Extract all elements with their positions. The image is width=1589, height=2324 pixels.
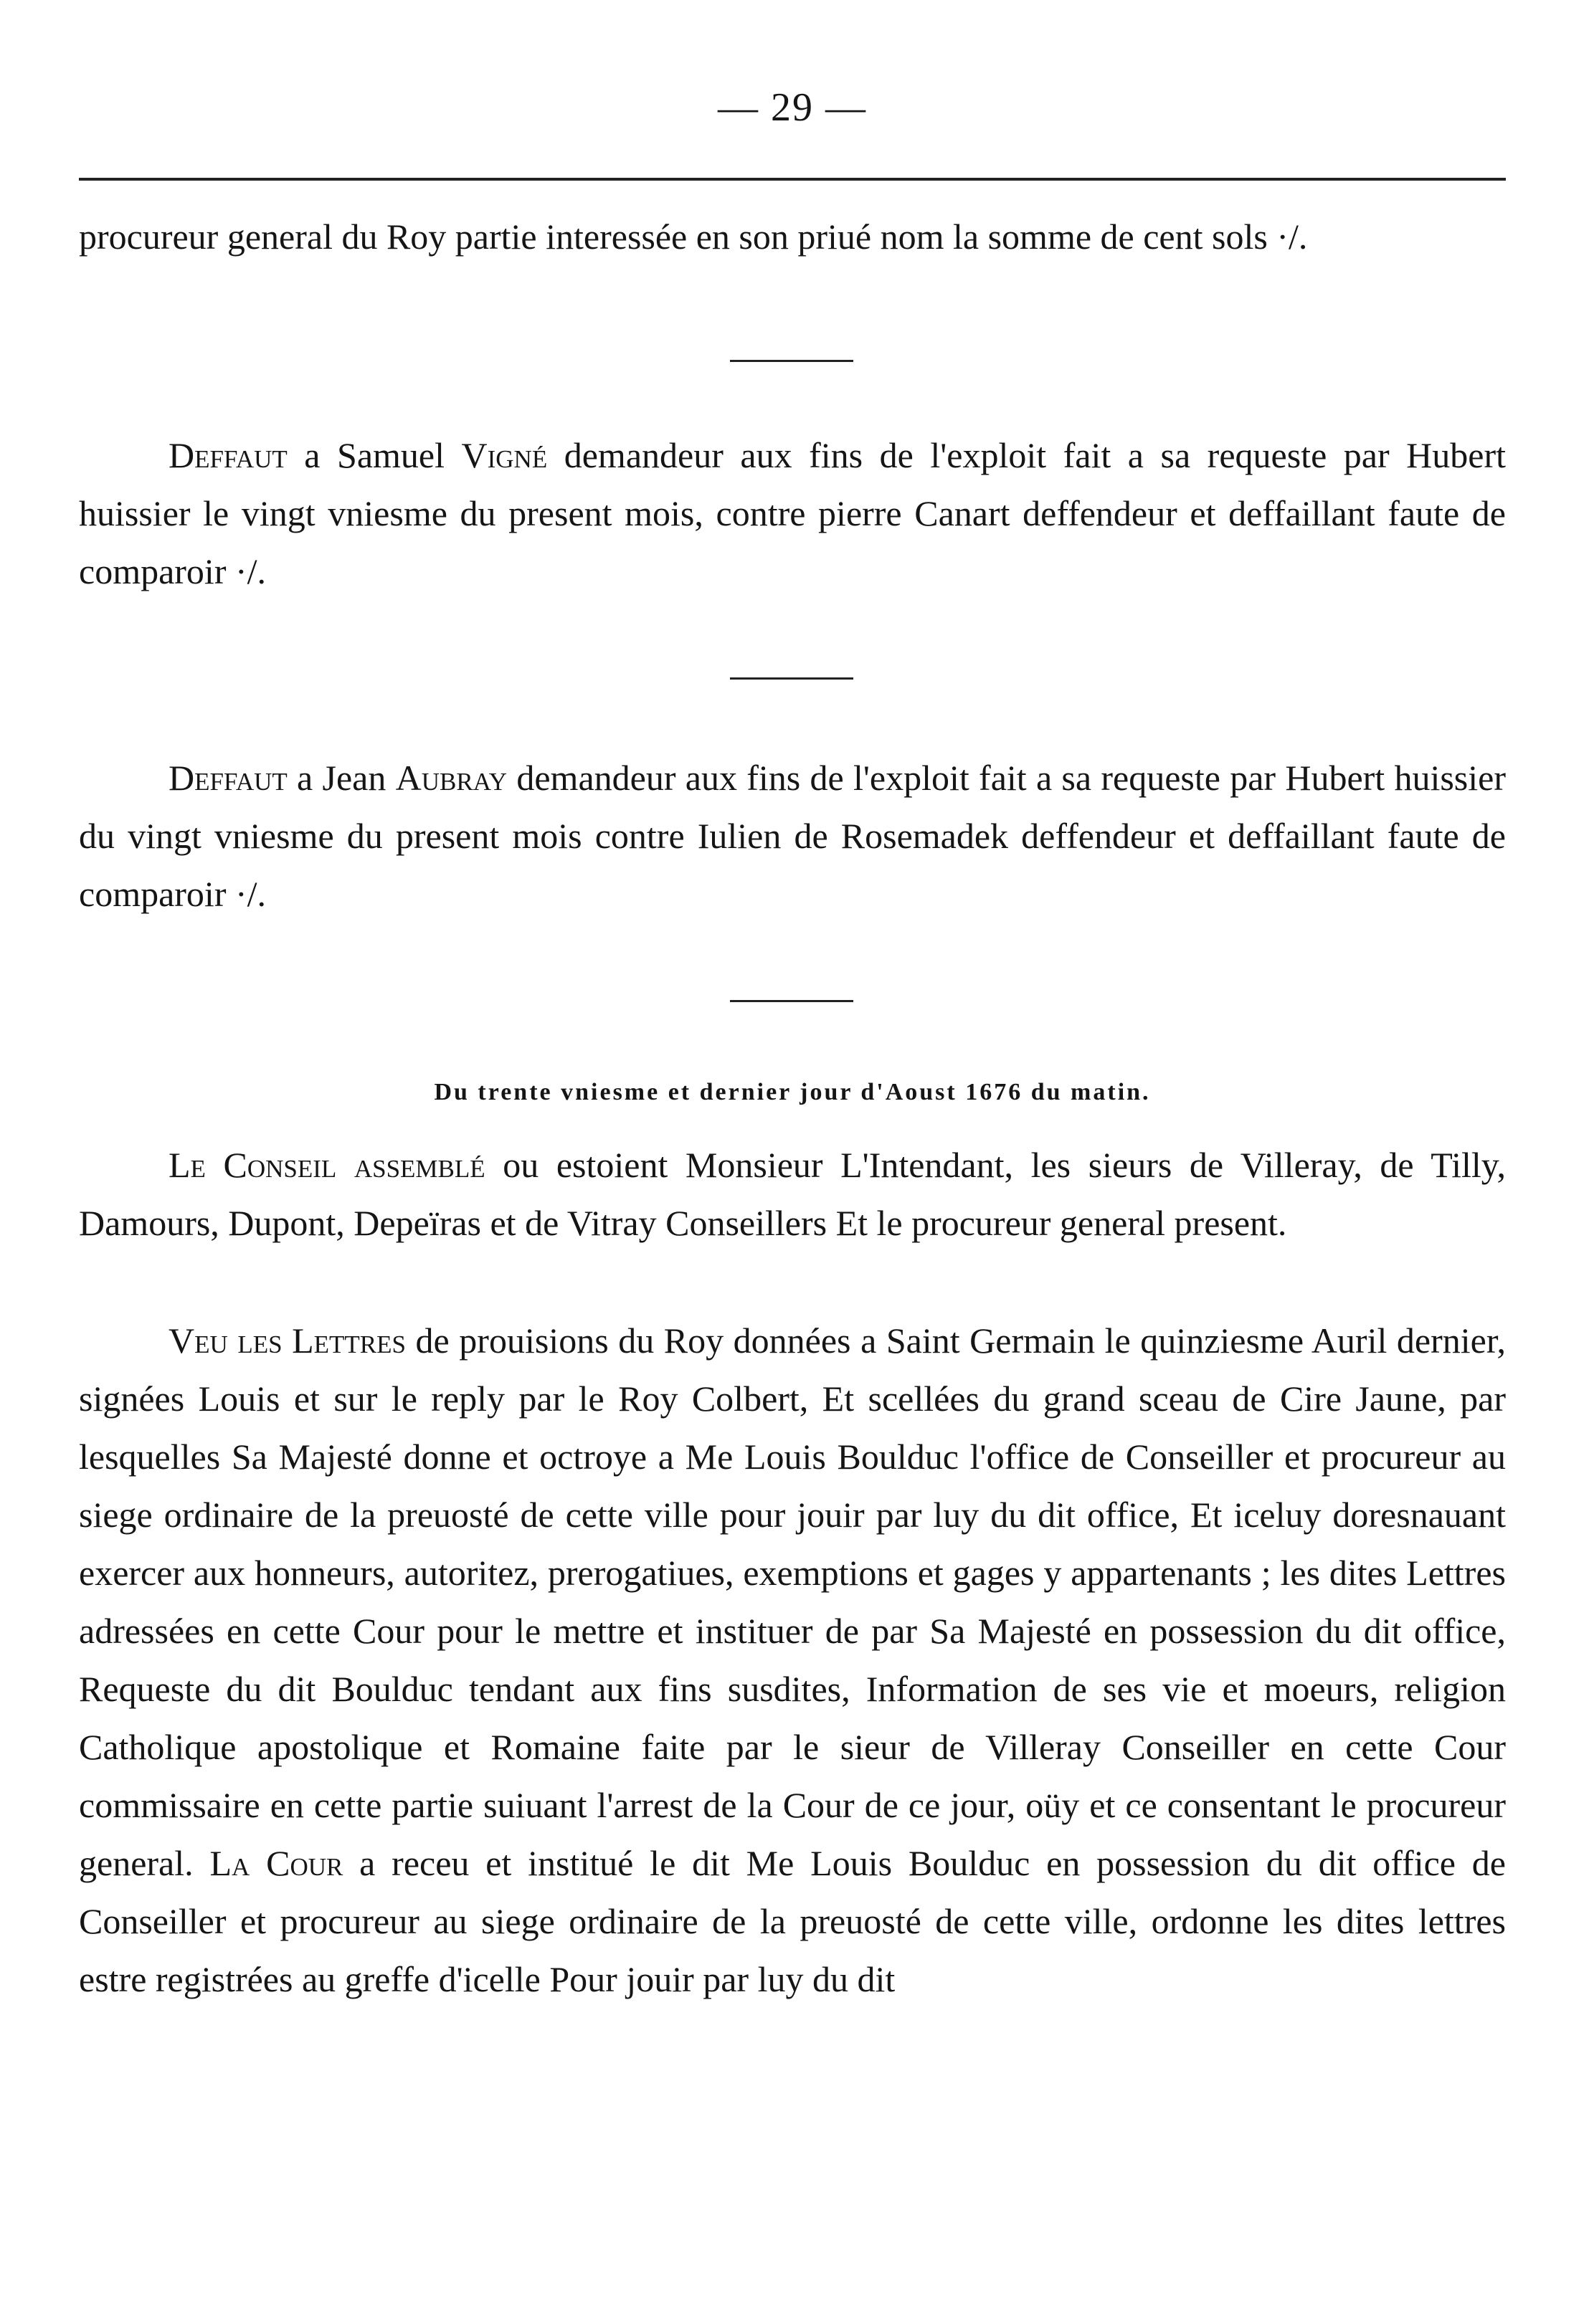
- paragraph-lettres: [79, 1312, 1506, 2009]
- party-name: Aubray: [395, 758, 508, 798]
- conseil-label: Le Conseil assemblé: [169, 1145, 485, 1185]
- paragraph-text: ou estoient Monsieur L'Intendant, les sieurs de Villeray, de Tilly, Damours, Dupont, Depeïras et de Vitray Conseillers Et le procureur general present.: [79, 1145, 1507, 1243]
- separator-rule: [730, 1000, 853, 1002]
- paragraph-text: de prouisions du Roy données a Saint Germain le quinziesme Auril dernier, signées Louis et sur le reply par le Roy Colbert, Et scellées du grand sceau de Cire Jaune, par lesquelles Sa Majesté donne et octroye a Me Louis Boulduc l'office de Conseiller et procureur au siege ordinaire de la preuosté de cette ville pour jouir par luy du dit office, Et iceluy doresnauant exercer aux honneurs, autoritez, prerogatiues, exemptions et gages y appartenants ; les dites Lettres adressées en cette Cour pour le mettre et instituer de par Sa Majesté en possession du dit office, Requeste du dit Boulduc tendant aux fins susdites, Information de ses vie et moeurs, religion Catholique apostolique et Romaine faite par le sieur de Villeray Conseiller en cette Cour commissaire en cette partie suiuant l'arrest de la Cour de ce jour, oüy et ce consentant le procureur general.: [79, 1320, 1506, 1883]
- paragraph-text: procureur general du Roy partie interessée en son priué nom la somme de cent sols ·/.: [79, 216, 1308, 257]
- paragraph-text: a Jean: [287, 758, 396, 798]
- paragraph-deffaut-aubray: [79, 749, 1506, 923]
- veu-lettres-label: Veu les Lettres: [169, 1320, 406, 1361]
- separator-rule: [730, 360, 853, 362]
- deffaut-label: Deffaut: [169, 435, 288, 475]
- separator-rule: [730, 677, 853, 680]
- party-name: Vigné: [461, 435, 548, 475]
- paragraph-text: demandeur aux fins de l'exploit fait a sa requeste par Hubert huissier le vingt vniesme du present mois, contre pierre Canart deffendeur et deffaillant faute de comparoir ·/.: [79, 435, 1506, 591]
- paragraph-conseil-assemble: [79, 1136, 1506, 1252]
- header-rule: [79, 178, 1506, 181]
- paragraph-text: demandeur aux fins de l'exploit fait a sa requeste par Hubert huissier du vingt vniesme du present mois contre Iulien de Rosemadek deffendeur et deffaillant faute de comparoir ·/.: [79, 758, 1506, 914]
- deffaut-label: Deffaut: [169, 758, 288, 798]
- paragraph-text: a receu et institué le dit Me Louis Boulduc en possession du dit office de Conseiller et procureur au siege ordinaire de la preuosté de cette ville, ordonne les dites lettres estre registrées au greffe d'icelle Pour jouir par luy du dit: [79, 1843, 1506, 1999]
- cour-label: La Cour: [209, 1843, 343, 1883]
- paragraph-text: a Samuel: [287, 435, 462, 475]
- page-number: — 29 —: [718, 85, 867, 130]
- session-date-heading: Du trente vniesme et dernier jour d'Aoust 1676 du matin.: [434, 1079, 1151, 1105]
- paragraph-deffaut-vigne: [79, 427, 1506, 601]
- paragraph-procureur: [79, 208, 1506, 266]
